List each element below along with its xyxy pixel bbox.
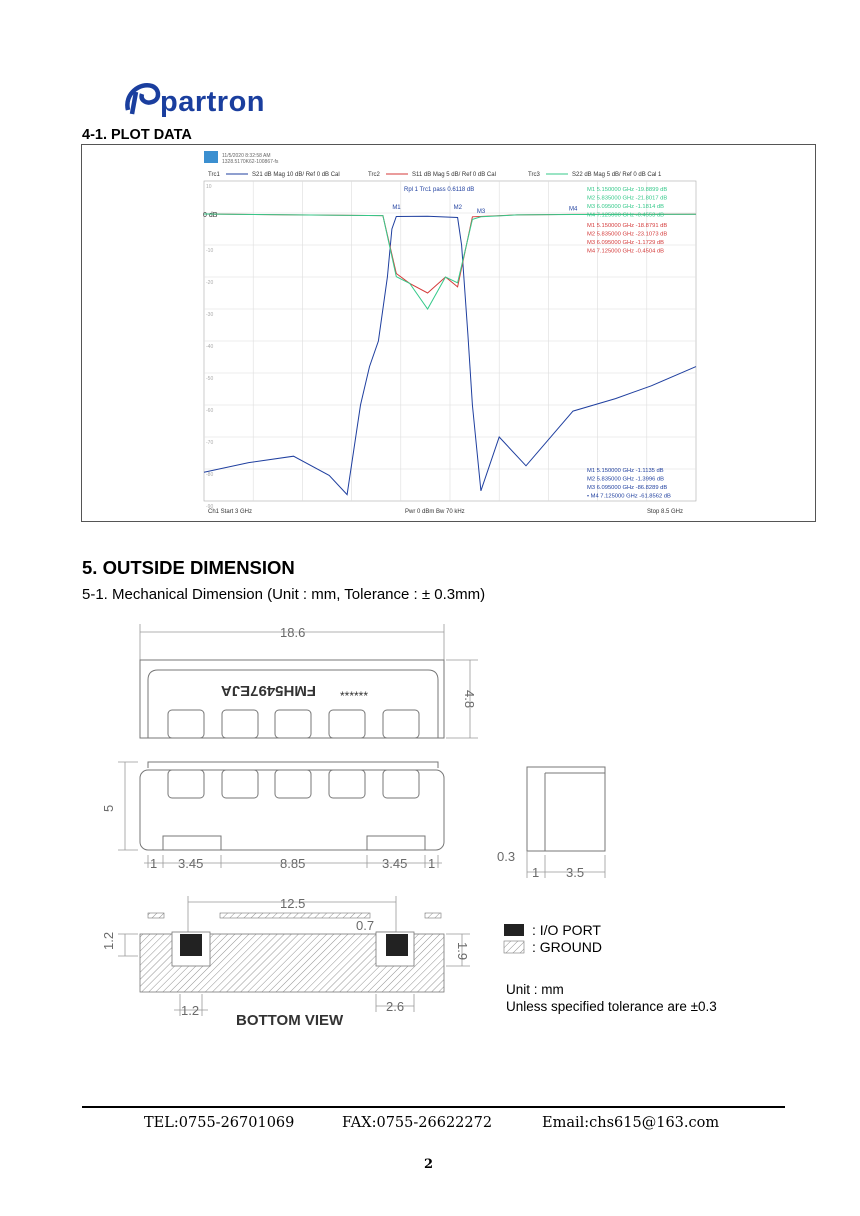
y-tick-label: 10 [206, 184, 212, 190]
marker-label-m2: M2 [453, 205, 462, 211]
note-unit: Unit : mm [506, 982, 564, 997]
marker-row: M4 7.125000 GHz -0.4504 dB [587, 248, 665, 255]
sweep-start: Ch1 Start 3 GHz [208, 509, 253, 515]
marker-row: M2 5.835000 GHz -23.1073 dB [587, 231, 668, 238]
bottom-view [101, 896, 470, 1029]
analyzer-logo-icon [204, 151, 218, 163]
trace-legend [208, 172, 662, 178]
instrument-serial: 1328.5170K62-100867-fs [222, 159, 279, 165]
y-tick-label: -80 [206, 472, 214, 478]
section-title-outside-dimension: 5. OUTSIDE DIMENSION [82, 557, 295, 578]
dim-port-width: 1.2 [181, 1003, 200, 1018]
marker-row: M4 7.125000 GHz -0.4553 dB [587, 212, 665, 219]
marker-row: M3 6.095000 GHz -86.8289 dB [587, 485, 668, 491]
ref-level-label: 0 dB [203, 212, 218, 219]
dim-edge-right: 1 [428, 856, 436, 871]
marking-stars: ****** [340, 689, 369, 703]
dim-side-gap: 0.3 [497, 849, 516, 864]
page-number: 2 [424, 1157, 434, 1172]
dim-edge-left: 1 [150, 856, 158, 871]
io-port-right [386, 934, 408, 956]
ground-swatch [504, 941, 524, 953]
logo-mark-icon [122, 80, 162, 116]
ripple-readout: Rpl 1 Trc1 pass 0.6118 dB [404, 187, 475, 193]
dim-gap: 8.85 [280, 856, 306, 871]
y-tick-label: -30 [206, 312, 214, 318]
dim-ground-height: 1.9 [455, 942, 470, 961]
plot-frame [81, 144, 816, 522]
logo-text: partron [160, 86, 265, 118]
sweep-stop: Stop 8.5 GHz [647, 509, 684, 515]
dim-side-width: 3.5 [566, 865, 585, 880]
marker-row: M1 5.150000 GHz -19.8899 dB [587, 187, 668, 193]
dim-height-top: 4.8 [462, 690, 477, 709]
y-tick-label: -10 [206, 248, 214, 254]
footer-fax: FAX:0755-26622272 [342, 1115, 493, 1131]
legend-ground: : GROUND [532, 939, 602, 955]
drawing-legend [504, 922, 717, 1014]
y-tick-label: -70 [206, 440, 214, 446]
mechanical-drawing [0, 610, 860, 1040]
part-marking: FMH5497EJA [220, 682, 316, 699]
dim-bottom-span: 12.5 [280, 896, 306, 911]
dim-length: 18.6 [280, 625, 306, 640]
bottom-view-label: BOTTOM VIEW [236, 1012, 344, 1029]
marker-row: M2 5.835000 GHz -21.8017 dB [587, 195, 668, 202]
marker-row: M3 6.095000 GHz -1.1814 dB [587, 204, 665, 210]
trace-desc: S21 dB Mag 10 dB/ Ref 0 dB Cal [252, 172, 340, 178]
dim-side-edge: 1 [532, 865, 540, 880]
y-tick-label: -90 [206, 504, 214, 510]
marker-label-m3: M3 [476, 208, 486, 215]
marker-label-m1: M1 [392, 205, 401, 211]
legend-io-port: : I/O PORT [532, 922, 601, 938]
io-port-swatch [504, 924, 524, 936]
dim-pad-width: 2.6 [386, 999, 405, 1014]
trace-id-trc2: Trc2 [368, 172, 380, 178]
marker-row: • M4 7.125000 GHz -61.8562 dB [587, 493, 671, 500]
dim-pad-b: 3.45 [382, 856, 408, 871]
footer-tel: TEL:0755-26701069 [144, 1115, 295, 1131]
power-bandwidth: Pwr 0 dBm Bw 70 kHz [405, 509, 465, 515]
marker-row: M3 6.095000 GHz -1.1729 dB [587, 240, 665, 246]
dim-height-front: 5 [101, 804, 116, 812]
trace-id-trc3: Trc3 [528, 172, 540, 178]
section-title-plot-data: 4-1. PLOT DATA [82, 127, 192, 143]
section-subtitle-mechanical: 5-1. Mechanical Dimension (Unit : mm, Tolerance : ± 0.3mm) [82, 586, 486, 603]
front-view [101, 762, 444, 871]
footer-email: Email:chs615@163.com [542, 1115, 720, 1131]
dim-port-height: 1.2 [101, 931, 116, 950]
y-tick-label: -20 [206, 280, 214, 286]
top-view [140, 624, 478, 738]
y-tick-label: -50 [206, 376, 214, 382]
analyzer-plot [82, 145, 815, 521]
trace-id-trc1: Trc1 [208, 172, 220, 178]
side-view [497, 767, 605, 880]
y-tick-label: -40 [206, 344, 214, 350]
marker-row: M1 5.150000 GHz -1.1135 dB [587, 468, 664, 474]
dim-pad-a: 3.45 [178, 856, 204, 871]
trace-desc: S11 dB Mag 5 dB/ Ref 0 dB Cal [412, 172, 496, 178]
note-tolerance: Unless specified tolerance are ±0.3 [506, 999, 717, 1014]
dim-port-offset: 0.7 [356, 918, 375, 933]
marker-row: M2 5.835000 GHz -1.3996 dB [587, 476, 665, 483]
instrument-date: 11/5/2020 8:32:58 AM [222, 153, 271, 159]
trace-desc: S22 dB Mag 5 dB/ Ref 0 dB Cal 1 [572, 172, 662, 178]
io-port-left [180, 934, 202, 956]
marker-label-m4: M4 [569, 206, 578, 213]
marker-row: M1 5.150000 GHz -18.8791 dB [587, 223, 668, 229]
footer-rule [82, 1106, 785, 1108]
y-tick-label: -60 [206, 408, 214, 414]
